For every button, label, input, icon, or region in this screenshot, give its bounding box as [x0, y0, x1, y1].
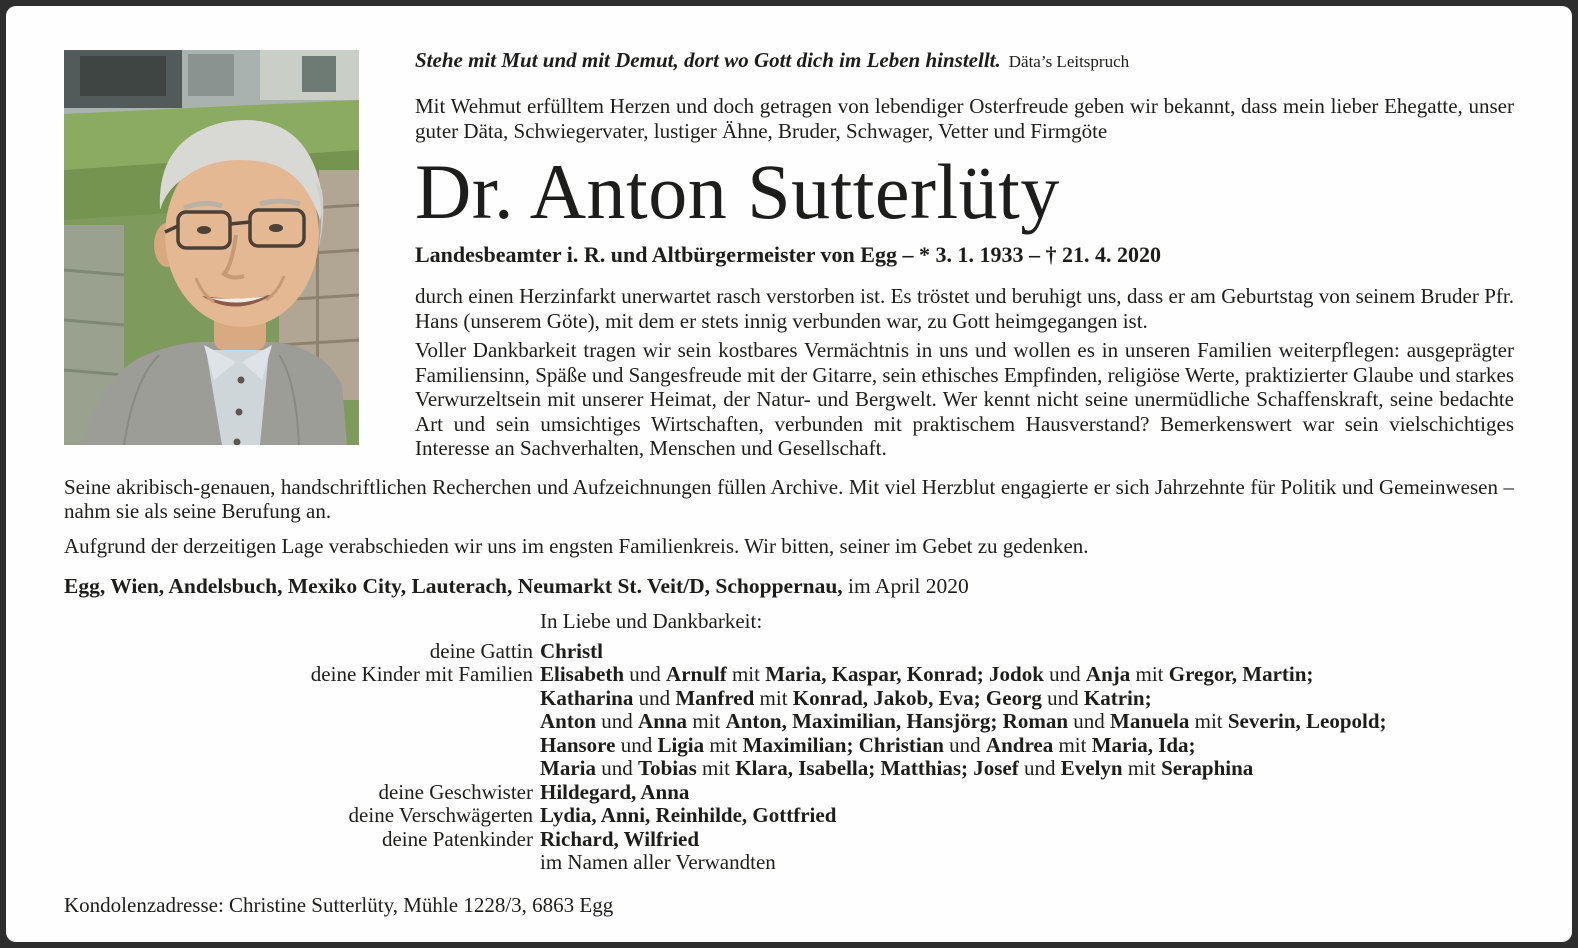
- portrait-photo: [64, 50, 359, 445]
- deceased-name: Dr. Anton Sutterlüty: [415, 148, 1060, 235]
- mourner-label-gattin: deine Gattin: [429, 638, 533, 663]
- announcement-paragraph: Mit Wehmut erfülltem Herzen und doch getragen von lebendiger Osterfreude geben wir bekannt, dass mein lieber Ehegatte, unser guter Däta, Schwiegervater, lustiger Ähne, Bruder, Schwager, Vetter und Firmgöte: [415, 94, 1514, 143]
- motto-text: Stehe mit Mut und mit Demut, dort wo Gott dich im Leben hinstellt.: [415, 48, 1001, 72]
- motto-attribution: Däta’s Leitspruch: [1008, 52, 1130, 71]
- family-line: Maria und Tobias mit Klara, Isabella; Matthias; Josef und Evelyn mit Seraphina: [540, 756, 1254, 780]
- mourner-label-kinder: deine Kinder mit Familien: [310, 662, 533, 686]
- family-line: Anton und Anna mit Anton, Maximilian, Hansjörg; Roman und Manuela mit Severin, Leopold;: [540, 709, 1387, 733]
- mourners-heading: In Liebe und Dankbarkeit:: [540, 609, 763, 633]
- portrait-photo-graphic: [64, 50, 359, 445]
- mourner-names-verschwaegerte: Lydia, Anni, Reinhilde, Gottfried: [540, 803, 837, 827]
- family-line: Hansore und Ligia mit Maximilian; Christian und Andrea mit Maria, Ida;: [540, 732, 1196, 757]
- family-line: Elisabeth und Arnulf mit Maria, Kaspar, Konrad; Jodok und Anja mit Gregor, Martin;: [540, 662, 1314, 686]
- obituary-page: [6, 6, 1572, 942]
- mourner-names-patenkinder: Richard, Wilfried: [540, 826, 700, 851]
- mourner-names-kinder: [540, 663, 1514, 781]
- places-date-line: Egg, Wien, Andelsbuch, Mexiko City, Lauterach, Neumarkt St. Veit/D, Schoppernau, im April 2020: [64, 574, 969, 598]
- mourners-list: [64, 640, 1514, 875]
- mourner-label-geschwister: deine Geschwister: [378, 779, 533, 804]
- deceased-title-line: Landesbeamter i. R. und Altbürgermeister von Egg – * 3. 1. 1933 – † 21. 4. 2020: [415, 242, 1161, 267]
- family-line: Katharina und Manfred mit Konrad, Jakob, Eva; Georg und Katrin;: [540, 685, 1152, 710]
- paragraph-archive: Seine akribisch-genauen, handschriftlichen Recherchen und Aufzeichnungen füllen Archive. Mit viel Herzblut engagierte er sich Jahrzehnte für Politik und Gemeinwesen – nahm sie als seine Berufung an.: [64, 474, 1514, 523]
- paragraph-legacy: Voller Dankbarkeit tragen wir sein kostbares Vermächtnis in uns und wollen es in unseren Familien weiterpflegen: ausgeprägter Familiensinn, Späße und Sangesfreude mit der Gitarre, sein ethisches Empfinden, religiöse Werte, praktizierter Glaube und starkes Verwurzeltsein mit unserer Heimat, der Natur- und Bergwelt. Wer kennt nicht seine unermüdliche Schaffenskraft, seine bedachte Art und sein umsichtiges Wirtschaften, verbunden mit praktischem Hausverstand? Bemerkenswert war sein vielschichtiges Interesse an Sachverhalten, Menschen und Gesellschaft.: [415, 338, 1514, 460]
- mourner-label-empty: [64, 851, 533, 875]
- paragraph-death-cause: durch einen Herzinfarkt unerwartet rasch verstorben ist. Es tröstet und beruhigt uns, dass er am Geburtstag von seinem Bruder Pfr. Hans (unserem Göte), mit dem er stets innig verbunden war, zu Gott heimgegangen ist.: [415, 284, 1514, 333]
- mourner-names-geschwister: Hildegard, Anna: [540, 779, 690, 804]
- paragraph-farewell: Aufgrund der derzeitigen Lage verabschieden wir uns im engsten Familienkreis. Wir bitten, seiner im Gebet zu gedenken.: [64, 533, 1089, 558]
- mourner-closing: im Namen aller Verwandten: [540, 850, 776, 874]
- mourner-label-verschwaegerte: deine Verschwägerten: [348, 803, 533, 827]
- mourner-names-gattin: Christl: [540, 638, 603, 663]
- condolence-address: Kondolenzadresse: Christine Sutterlüty, Mühle 1228/3, 6863 Egg: [64, 892, 614, 917]
- mourner-label-patenkinder: deine Patenkinder: [381, 826, 533, 851]
